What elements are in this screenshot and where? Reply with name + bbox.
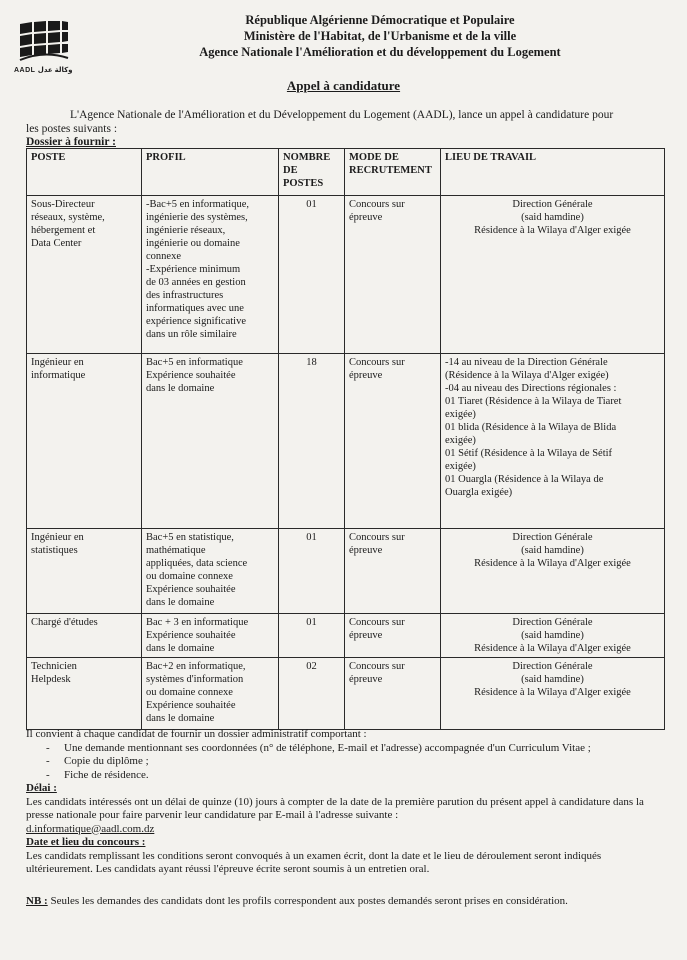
lieu-cell-line: 01 Sétif (Résidence à la Wilaya de Sétif: [445, 448, 613, 459]
profil-cell: [142, 658, 279, 730]
profil-cell-line: -Bac+5 en informatique,: [146, 199, 250, 210]
lieu-cell-line: Direction Générale: [512, 661, 593, 672]
poste-cell-line: statistiques: [31, 545, 78, 556]
dossier-label: Dossier à fournir :: [26, 136, 116, 148]
intro-line-2: les postes suivants :: [26, 123, 118, 135]
contact-email: d.informatique@aadl.com.dz: [26, 822, 155, 835]
profil-cell: [142, 614, 279, 658]
profil-cell-line: ingénierie ou domaine: [146, 238, 240, 249]
poste-cell-line: Ingénieur en: [31, 357, 84, 368]
mode-cell: [345, 196, 441, 354]
profil-cell-line: Bac+5 en statistique,: [146, 532, 234, 543]
table-row: [27, 529, 665, 614]
table-row: [27, 354, 665, 529]
profil-cell-line: mathématique: [146, 545, 206, 556]
nombre-cell: 18: [279, 354, 345, 529]
profil-cell-line: ingénierie des systèmes,: [146, 212, 248, 223]
mode-cell-line: Concours sur: [349, 532, 405, 543]
nombre-cell: 02: [279, 658, 345, 730]
lieu-cell: [441, 196, 665, 354]
nb-label: NB :: [26, 894, 48, 907]
mode-cell: [345, 658, 441, 730]
header-mode: MODE DE RECRUTEMENT: [345, 149, 441, 196]
intro-paragraph: [26, 108, 656, 136]
profil-cell-line: Bac+2 en informatique,: [146, 661, 246, 672]
poste-cell-line: Data Center: [31, 238, 82, 249]
mode-cell-line: épreuve: [349, 212, 383, 223]
nombre-cell: 01: [279, 614, 345, 658]
poste-cell-line: hébergement et: [31, 225, 96, 236]
poste-cell-line: Ingénieur en: [31, 532, 84, 543]
requirements-list: [26, 742, 658, 783]
lieu-cell-line: exigée): [445, 435, 476, 446]
mode-cell: [345, 614, 441, 658]
profil-cell-line: dans un rôle similaire: [146, 329, 237, 340]
lieu-cell-line: 01 blida (Résidence à la Wilaya de Blida: [445, 422, 617, 433]
profil-cell-line: systèmes d'information: [146, 674, 244, 685]
aadl-logo-icon: [18, 20, 70, 64]
requirements-intro: Il convient à chaque candidat de fournir un dossier administratif comportant :: [26, 728, 367, 740]
profil-cell-line: informatiques avec une: [146, 303, 244, 314]
nb-note: [26, 895, 658, 909]
lieu-cell-line: 01 Tiaret (Résidence à la Wilaya de Tiaret: [445, 396, 622, 407]
profil-cell-line: dans le domaine: [146, 643, 215, 654]
profil-cell-line: ingénierie réseaux,: [146, 225, 226, 236]
lieu-cell: [441, 354, 665, 529]
lieu-cell-line: Ouargla exigée): [445, 487, 513, 498]
lieu-cell-line: exigée): [445, 409, 476, 420]
mode-cell-line: épreuve: [349, 545, 383, 556]
profil-cell-line: Expérience souhaitée: [146, 584, 236, 595]
lieu-cell-line: (Résidence à la Wilaya d'Alger exigée): [445, 370, 609, 381]
profil-cell-line: dans le domaine: [146, 383, 215, 394]
list-item: - Copie du diplôme ;: [64, 755, 658, 769]
lieu-cell-line: Direction Générale: [512, 532, 593, 543]
table-row: [27, 196, 665, 354]
nb-text: Seules les demandes des candidats dont les profils correspondent aux postes demandés seront prises en considération.: [47, 894, 568, 907]
profil-cell-line: Expérience souhaitée: [146, 700, 236, 711]
header-nombre: NOMBRE DE POSTES: [279, 149, 345, 196]
poste-cell-line: Helpdesk: [31, 674, 71, 685]
list-item: - Fiche de résidence.: [64, 769, 658, 783]
profil-cell-line: ou domaine connexe: [146, 571, 233, 582]
mode-cell-line: épreuve: [349, 630, 383, 641]
document-header: [100, 12, 660, 60]
table-row: [27, 658, 665, 730]
lieu-cell-line: Résidence à la Wilaya d'Alger exigée: [474, 558, 631, 569]
lieu-cell-line: Direction Générale: [512, 617, 593, 628]
profil-cell: [142, 354, 279, 529]
lieu-cell-line: Résidence à la Wilaya d'Alger exigée: [474, 687, 631, 698]
poste-cell-line: informatique: [31, 370, 86, 381]
lieu-cell-line: Direction Générale: [512, 199, 593, 210]
lieu-cell-line: (said hamdine): [521, 212, 584, 223]
nombre-cell: 01: [279, 196, 345, 354]
poste-cell-line: Sous-Directeur: [31, 199, 95, 210]
profil-cell-line: Expérience souhaitée: [146, 370, 236, 381]
table-header-row: [27, 149, 665, 196]
profil-cell-line: Expérience souhaitée: [146, 630, 236, 641]
profil-cell-line: -Expérience minimum: [146, 264, 241, 275]
profil-cell-line: des infrastructures: [146, 290, 224, 301]
profil-cell-line: expérience significative: [146, 316, 246, 327]
mode-cell-line: Concours sur: [349, 661, 405, 672]
mode-cell-line: épreuve: [349, 674, 383, 685]
header-poste: POSTE: [27, 149, 142, 196]
lieu-cell-line: -04 au niveau des Directions régionales :: [445, 383, 617, 394]
mode-cell-line: Concours sur: [349, 617, 405, 628]
profil-cell: [142, 529, 279, 614]
lieu-cell: [441, 529, 665, 614]
lieu-cell: [441, 658, 665, 730]
nombre-cell: 01: [279, 529, 345, 614]
concours-heading: Date et lieu du concours :: [26, 836, 146, 848]
header-line-agency: Agence Nationale l'Amélioration et du développement du Logement: [199, 45, 561, 59]
intro-line-1: L'Agence Nationale de l'Amélioration et du Développement du Logement (AADL), lance un appel à candidature pour: [70, 109, 614, 121]
header-line-ministry: Ministère de l'Habitat, de l'Urbanisme et de la ville: [243, 29, 517, 43]
poste-cell-line: Chargé d'études: [31, 617, 98, 628]
header-profil: PROFIL: [142, 149, 279, 196]
concours-text: Les candidats remplissant les conditions seront convoqués à un examen écrit, dont la date et le lieu de déroulement seront indiqués ultérieurement. Les candidats ayant réussi l'épreuve écrite seront soumis à un entretien oral.: [26, 849, 602, 875]
document-title: Appel à candidature: [286, 78, 401, 93]
header-lieu: LIEU DE TRAVAIL: [441, 149, 665, 196]
poste-cell: [27, 614, 142, 658]
profil-cell-line: dans le domaine: [146, 597, 215, 608]
profil-cell-line: de 03 années en gestion: [146, 277, 246, 288]
lieu-cell: [441, 614, 665, 658]
poste-cell-line: Technicien: [31, 661, 77, 672]
list-item: - Une demande mentionnant ses coordonnées (n° de téléphone, E-mail et l'adresse) accompagnée d'un Curriculum Vitae ;: [64, 742, 658, 756]
mode-cell: [345, 529, 441, 614]
lieu-cell-line: 01 Ouargla (Résidence à la Wilaya de: [445, 474, 604, 485]
mode-cell-line: Concours sur: [349, 199, 405, 210]
mode-cell-line: Concours sur: [349, 357, 405, 368]
poste-cell: [27, 529, 142, 614]
lieu-cell-line: exigée): [445, 461, 476, 472]
poste-cell-line: réseaux, système,: [31, 212, 105, 223]
profil-cell-line: ou domaine connexe: [146, 687, 233, 698]
profil-cell: [142, 196, 279, 354]
profil-cell-line: connexe: [146, 251, 181, 262]
profil-cell-line: Bac + 3 en informatique: [146, 617, 249, 628]
mode-cell: [345, 354, 441, 529]
positions-table: [26, 148, 665, 730]
lieu-cell-line: Résidence à la Wilaya d'Alger exigée: [474, 225, 631, 236]
poste-cell: [27, 354, 142, 529]
logo-text: AADL وكالة عدل: [14, 67, 73, 74]
lieu-cell-line: Résidence à la Wilaya d'Alger exigée: [474, 643, 631, 654]
mode-cell-line: épreuve: [349, 370, 383, 381]
lieu-cell-line: (said hamdine): [521, 674, 584, 685]
table-row: [27, 614, 665, 658]
profil-cell-line: appliquées, data science: [146, 558, 248, 569]
profil-cell-line: dans le domaine: [146, 713, 215, 724]
header-line-republic: République Algérienne Démocratique et Populaire: [245, 13, 515, 27]
poste-cell: [27, 658, 142, 730]
lieu-cell-line: (said hamdine): [521, 545, 584, 556]
lieu-cell-line: -14 au niveau de la Direction Générale: [445, 357, 608, 368]
delai-text: Les candidats intéressés ont un délai de quinze (10) jours à compter de la date de la première parution du présent appel à candidature dans la presse nationale pour faire parvenir leur candidature par E-mail à l'adresse suivante :: [26, 795, 644, 821]
lieu-cell-line: (said hamdine): [521, 630, 584, 641]
profil-cell-line: Bac+5 en informatique: [146, 357, 243, 368]
delai-heading: Délai :: [26, 782, 57, 794]
poste-cell: [27, 196, 142, 354]
requirements-section: [26, 728, 658, 908]
